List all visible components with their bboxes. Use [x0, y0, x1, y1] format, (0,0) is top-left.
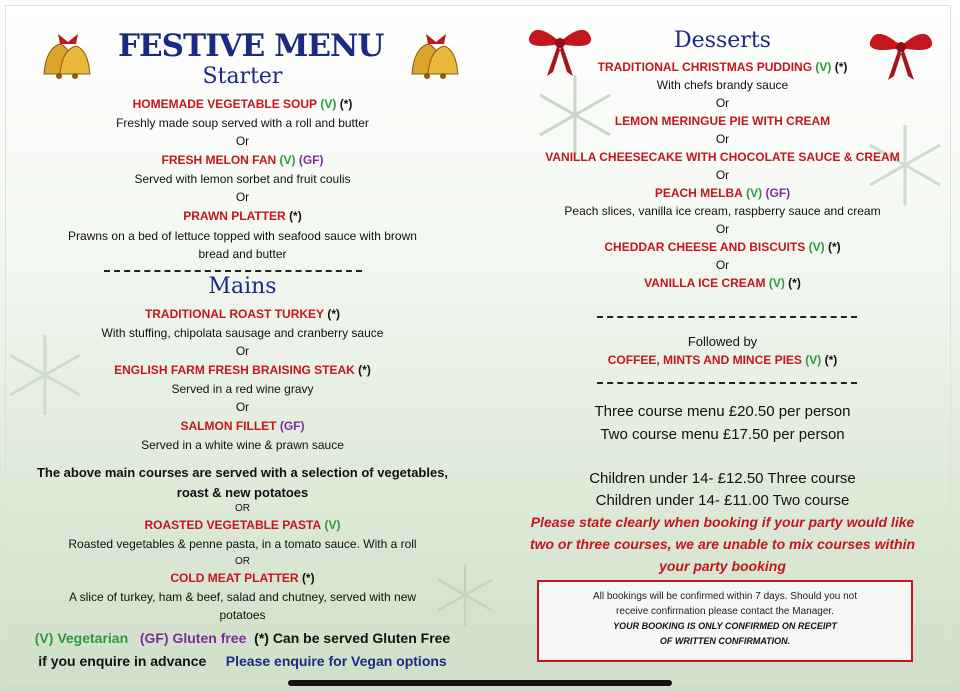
- booking-note: Please state clearly when booking if your party would like: [530, 514, 915, 530]
- gluten-free-option-tag: (*): [824, 353, 838, 367]
- or-separator: Or: [235, 400, 250, 414]
- vegetarian-tag: (V): [808, 240, 825, 254]
- price-two-course: Two course menu £17.50 per person: [600, 426, 845, 443]
- mains-note-cont: roast & new potatoes: [176, 485, 309, 500]
- dessert-1: [485, 60, 960, 74]
- dish-name: LEMON MERINGUE PIE WITH CREAM: [614, 114, 831, 128]
- dish-name: FRESH MELON FAN: [161, 153, 277, 167]
- price-three-course: Three course menu £20.50 per person: [594, 403, 851, 420]
- or-separator: Or: [235, 134, 250, 148]
- vegetarian-tag: (V): [320, 97, 337, 111]
- gluten-free-tag: (GF): [279, 419, 305, 433]
- legend-gluten-free: (GF) Gluten free: [139, 630, 247, 646]
- mains-heading: Mains: [208, 274, 277, 299]
- gluten-free-option-tag: (*): [339, 97, 353, 111]
- gluten-free-option-tag: (*): [301, 571, 315, 585]
- confirmation-warning-2: OF WRITTEN CONFIRMATION.: [659, 636, 791, 646]
- legend-line: [0, 630, 485, 646]
- starter-1: [0, 97, 485, 111]
- dessert-6: [485, 276, 960, 290]
- vegetarian-tag: (V): [324, 518, 341, 532]
- gluten-free-option-tag: (*): [788, 276, 801, 290]
- desserts-heading: Desserts: [674, 28, 771, 53]
- dish-name: TRADITIONAL CHRISTMAS PUDDING: [597, 60, 813, 74]
- dish-name: VANILLA CHEESECAKE WITH CHOCOLATE SAUCE & CREAM: [545, 150, 900, 164]
- booking-note-2: two or three courses, we are unable to mix courses within: [529, 536, 916, 552]
- legend-line-2: [0, 653, 485, 669]
- or-separator: OR: [235, 556, 250, 567]
- price-child-two: Children under 14- £11.00 Two course: [595, 492, 850, 509]
- dish-description: Freshly made soup served with a roll and butter: [116, 116, 369, 130]
- main-3: [0, 419, 485, 433]
- booking-note-3: your party booking: [659, 558, 786, 574]
- dish-description: A slice of turkey, ham & beef, salad and chutney, served with new: [68, 590, 417, 604]
- dish-description: With stuffing, chipolata sausage and cranberry sauce: [101, 326, 384, 340]
- gluten-free-tag: (GF): [298, 153, 324, 167]
- starter-heading: Starter: [202, 64, 283, 89]
- dessert-4: [485, 186, 960, 200]
- dish-description-cont: bread and butter: [198, 247, 287, 261]
- gluten-free-option-tag: (*): [358, 363, 371, 377]
- gluten-free-option-tag: (*): [827, 240, 841, 254]
- confirmation-text-2: receive confirmation please contact the Manager.: [616, 606, 834, 617]
- gluten-free-option-tag: (*): [327, 307, 341, 321]
- or-separator: Or: [235, 344, 250, 358]
- or-separator: Or: [715, 96, 730, 110]
- dish-name: PEACH MELBA: [654, 186, 743, 200]
- dessert-2: [485, 114, 960, 128]
- followed-by: Followed by: [687, 334, 758, 349]
- dish-name: ROASTED VEGETABLE PASTA: [144, 518, 322, 532]
- divider: [597, 316, 857, 318]
- or-separator: Or: [715, 168, 730, 182]
- coffee-item: [485, 353, 960, 367]
- or-separator: Or: [715, 222, 730, 236]
- vegetarian-tag: (V): [815, 60, 832, 74]
- confirmation-text: All bookings will be confirmed within 7 days. Should you not: [592, 591, 858, 602]
- or-separator: OR: [235, 503, 250, 514]
- extra-2: [0, 571, 485, 585]
- main-1: [0, 307, 485, 321]
- dish-description: Peach slices, vanilla ice cream, raspberry sauce and cream: [564, 204, 881, 218]
- dish-name: TRADITIONAL ROAST TURKEY: [144, 307, 325, 321]
- extra-1: [0, 518, 485, 532]
- dessert-3: [485, 150, 960, 164]
- legend-vegan: Please enquire for Vegan options: [225, 653, 447, 669]
- dish-name: COFFEE, MINTS AND MINCE PIES: [607, 353, 802, 367]
- main-2: [0, 363, 485, 377]
- dish-description: With chefs brandy sauce: [656, 78, 789, 92]
- dish-description: Served with lemon sorbet and fruit coulis: [134, 172, 351, 186]
- dish-description: Served in a red wine gravy: [171, 382, 314, 396]
- divider: [597, 382, 857, 384]
- divider: [104, 270, 362, 272]
- dish-name: ENGLISH FARM FRESH BRAISING STEAK: [114, 363, 355, 377]
- dish-description: Served in a white wine & prawn sauce: [141, 438, 344, 452]
- scrollbar[interactable]: [288, 680, 672, 686]
- dish-name: PRAWN PLATTER: [183, 209, 286, 223]
- vegetarian-tag: (V): [805, 353, 822, 367]
- legend-vegetarian: (V) Vegetarian: [34, 630, 129, 646]
- dish-name: VANILLA ICE CREAM: [644, 276, 766, 290]
- or-separator: Or: [715, 258, 730, 272]
- confirmation-warning: YOUR BOOKING IS ONLY CONFIRMED ON RECEIPT: [613, 621, 837, 631]
- vegetarian-tag: (V): [279, 153, 296, 167]
- dish-description-cont: potatoes: [219, 608, 266, 622]
- gluten-free-option-tag: (*): [834, 60, 848, 74]
- starter-3: [0, 209, 485, 223]
- dessert-5: [485, 240, 960, 254]
- or-separator: Or: [715, 132, 730, 146]
- or-separator: Or: [235, 190, 250, 204]
- price-child-three: Children under 14- £12.50 Three course: [589, 470, 856, 487]
- gluten-free-tag: (GF): [765, 186, 791, 200]
- dish-name: SALMON FILLET: [180, 419, 277, 433]
- vegetarian-tag: (V): [768, 276, 785, 290]
- vegetarian-tag: (V): [746, 186, 763, 200]
- starter-2: [0, 153, 485, 167]
- mains-note: The above main courses are served with a selection of vegetables,: [36, 465, 449, 480]
- dish-name: CHEDDAR CHEESE AND BISCUITS: [604, 240, 806, 254]
- dish-name: COLD MEAT PLATTER: [170, 571, 299, 585]
- gluten-free-option-tag: (*): [289, 209, 302, 223]
- menu-title: FESTIVE MENU: [118, 28, 384, 64]
- legend-advance: if you enquire in advance: [38, 653, 207, 669]
- dish-name: HOMEMADE VEGETABLE SOUP: [132, 97, 318, 111]
- dish-description: Roasted vegetables & penne pasta, in a tomato sauce. With a roll: [68, 537, 417, 551]
- dish-description: Prawns on a bed of lettuce topped with seafood sauce with brown: [68, 229, 417, 243]
- legend-gf-option: (*) Can be served Gluten Free: [254, 630, 451, 646]
- confirmation-box: [537, 580, 913, 662]
